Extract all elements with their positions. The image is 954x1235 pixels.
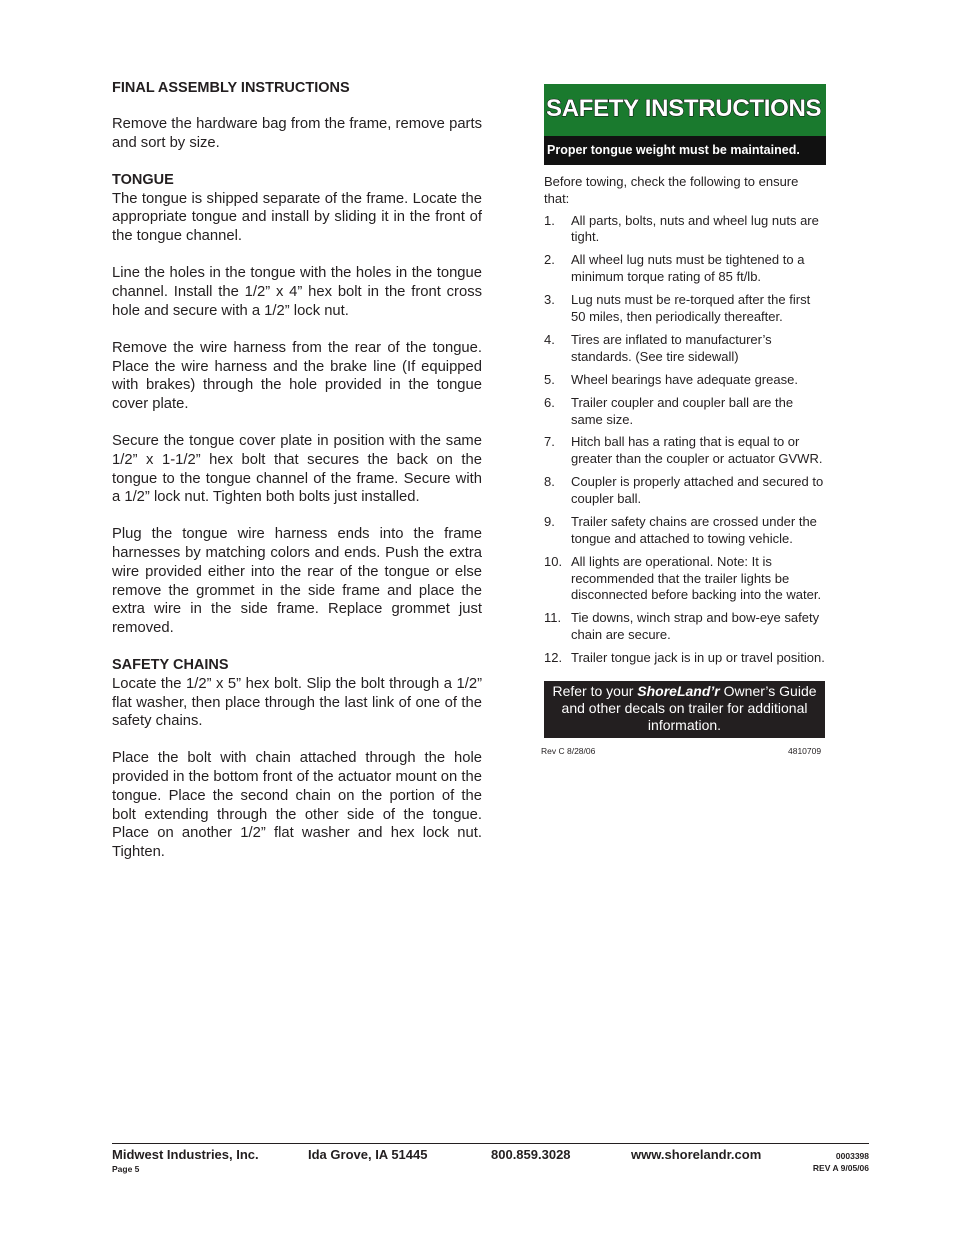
checklist-item: 12. Trailer tongue jack is in up or travel position.: [544, 650, 825, 666]
checklist-item: 5. Wheel bearings have adequate grease.: [544, 371, 798, 387]
footer-revision: REV A 9/05/06: [812, 1163, 869, 1173]
tongue-paragraph-5: Plug the tongue wire harness ends into the frame harnesses by matching colors and ends. Push the extra wire provided either into the rear of the tongue or else remove the grommet in the side frame and place the extra wire in the side frame. Replace grommet just removed.: [112, 526, 482, 636]
tongue-paragraph-3: Remove the wire harness from the rear of the tongue. Place the wire harness and the brake line (If equipped with brakes) through the hole provided in the tongue cover plate.: [112, 339, 482, 412]
safety-banner-title: SAFETY INSTRUCTIONS: [546, 95, 822, 122]
tongue-paragraph-1: The tongue is shipped separate of the frame. Locate the appropriate tongue and install by sliding it in the front of the tongue channel.: [112, 190, 482, 245]
footer-company: Midwest Industries, Inc.: [112, 1147, 259, 1162]
footer-phone: 800.859.3028: [491, 1147, 571, 1162]
checklist-item: 10. All lights are operational. Note: It is recommended that the trailer lights be disconnected before backing into the water.: [544, 553, 822, 603]
footer-page-number: Page 5: [112, 1164, 140, 1174]
checklist-item: 11. Tie downs, winch strap and bow-eye safety chain are secure.: [544, 610, 820, 643]
tongue-weight-warning: Proper tongue weight must be maintained.: [544, 136, 826, 165]
footer-divider: [112, 1143, 869, 1144]
checklist-item: 7. Hitch ball has a rating that is equal to or greater than the coupler or actuator GVWR.: [544, 434, 823, 467]
tongue-paragraph-2: Line the holes in the tongue with the holes in the tongue channel. Install the 1/2” x 4” hex bolt in the front cross hole and secure with a 1/2” lock nut.: [112, 265, 482, 319]
tongue-heading: TONGUE: [112, 171, 174, 188]
safety-chains-heading: SAFETY CHAINS: [112, 657, 229, 674]
part-number: 4810709: [788, 745, 822, 756]
assembly-title: FINAL ASSEMBLY INSTRUCTIONS: [112, 80, 350, 96]
chains-paragraph-1: Locate the 1/2” x 5” hex bolt. Slip the bolt through a 1/2” flat washer, then place through the last link of one of the safety chains.: [112, 675, 482, 730]
assembly-column: [112, 80, 482, 880]
assembly-intro: Remove the hardware bag from the frame, remove parts and sort by size.: [112, 116, 482, 151]
chains-paragraph-2: Place the bolt with chain attached through the hole provided in the bottom front of the actuator mount on the tongue. Place the second chain on the portion of the bolt extending through the other side of the tongue. Place on another 1/2” flat washer and hex lock nut. Tighten.: [112, 750, 482, 860]
refer-to-guide-box: Refer to your ShoreLand’r Owner’s Guide and other decals on trailer for additional information.: [544, 681, 825, 738]
safety-checklist: [544, 213, 826, 667]
footer-website: www.shorelandr.com: [631, 1147, 762, 1162]
safety-intro: Before towing, check the following to ensure that:: [544, 174, 799, 206]
checklist-item: 6. Trailer coupler and coupler ball are the same size.: [544, 394, 794, 427]
checklist-item: 9. Trailer safety chains are crossed under the tongue and attached to towing vehicle.: [544, 514, 817, 546]
brand-name: ShoreLand’r: [637, 682, 720, 699]
checklist-item: 3. Lug nuts must be re-torqued after the first 50 miles, then periodically thereafter.: [544, 292, 811, 324]
revision-left: Rev C 8/28/06: [541, 745, 596, 756]
footer-city: Ida Grove, IA 51445: [308, 1147, 428, 1162]
checklist-item: 8. Coupler is properly attached and secured to coupler ball.: [544, 474, 824, 507]
tongue-paragraph-4: Secure the tongue cover plate in position with the same 1/2” x 1-1/2” hex bolt that secures the back on the tongue to the tongue channel of the frame. Secure with a 1/2” lock nut. Tighten both bolts just installed.: [112, 433, 482, 506]
checklist-item: 4. Tires are inflated to manufacturer’s standards. (See tire sidewall): [544, 331, 772, 364]
safety-banner: [544, 84, 826, 136]
checklist-item: 2. All wheel lug nuts must be tightened to a minimum torque rating of 85 ft/lb.: [544, 252, 805, 285]
safety-column: [541, 84, 826, 760]
checklist-item: 1. All parts, bolts, nuts and wheel lug nuts are tight.: [544, 212, 819, 245]
revision-row: [541, 745, 826, 760]
footer-doc-number: 0003398: [835, 1151, 869, 1161]
